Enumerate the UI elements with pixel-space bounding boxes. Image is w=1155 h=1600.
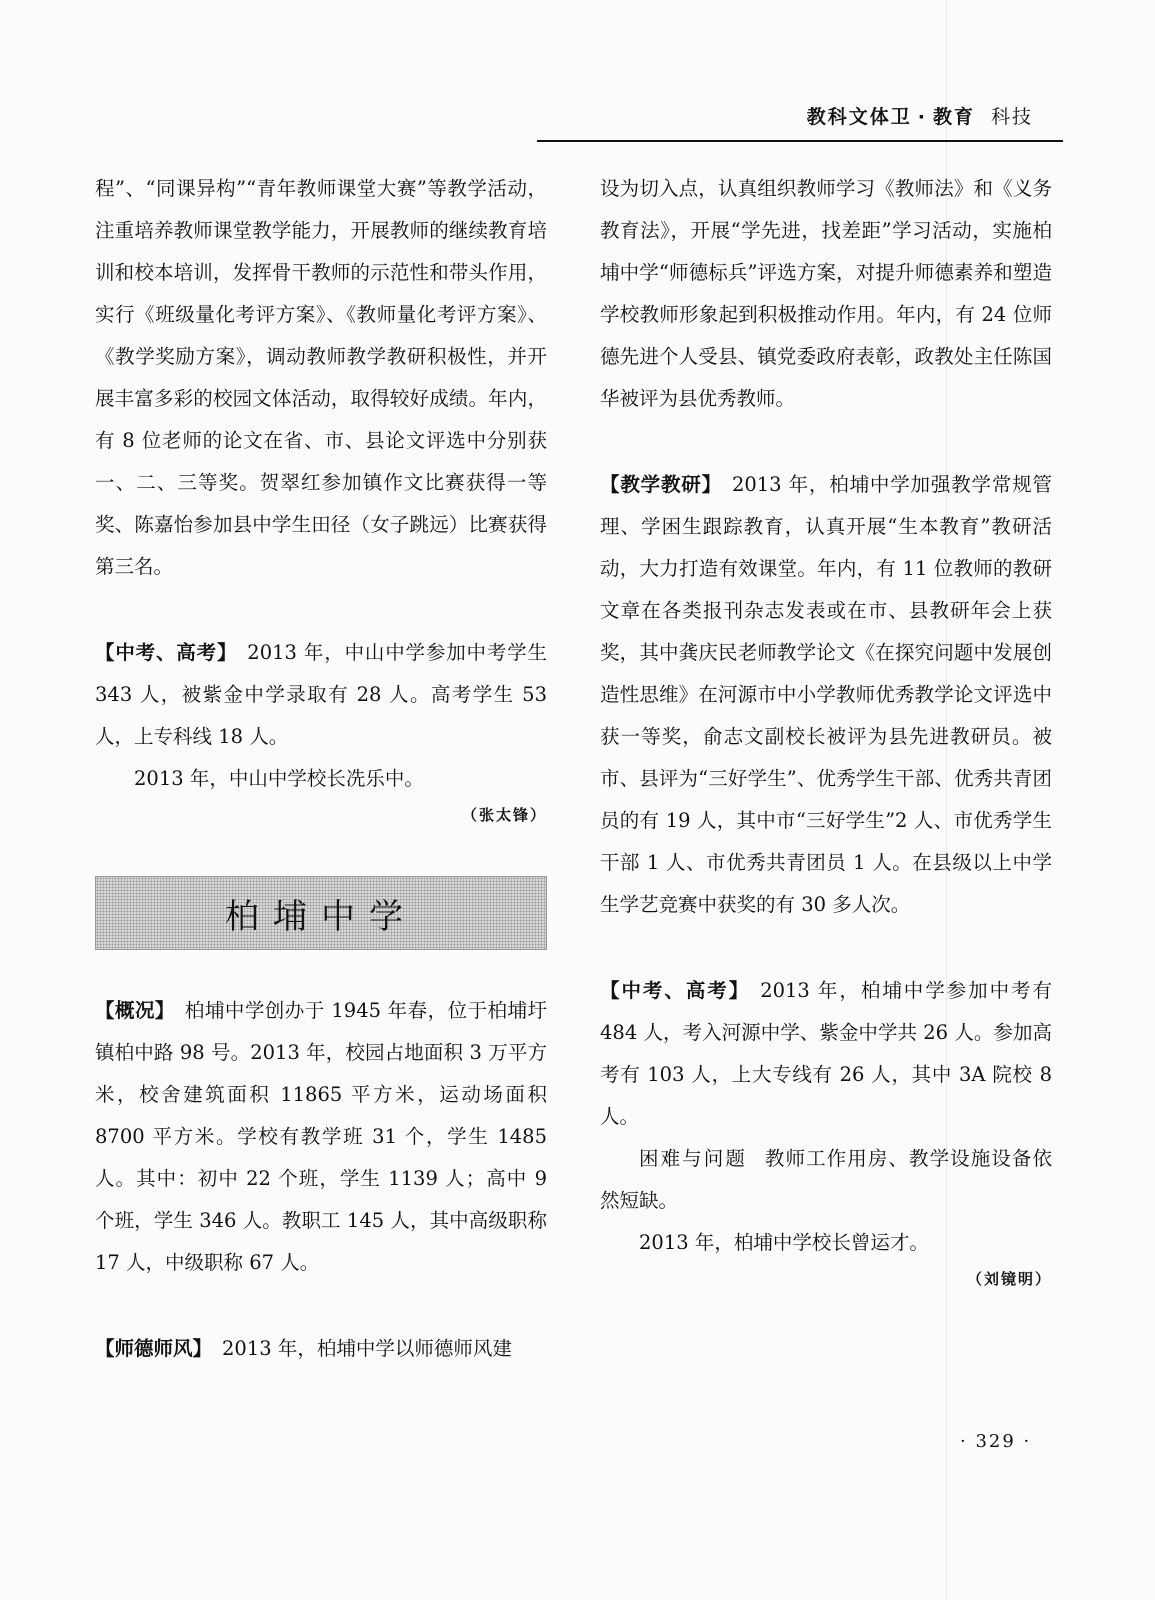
left-exam-paragraph <box>95 632 547 758</box>
ethics-paragraph-continued: 设为切入点，认真组织教师学习《教师法》和《义务教育法》，开展“学先进，找差距”学习活动，实施柏埔中学“师德标兵”评选方案，对提升师德素养和塑造学校教师形象起到积极推动作用。年内，有 24 位师德先进个人受县、镇党委政府表彰，政教处主任陈国华被评为县优秀教师。 <box>600 177 1052 410</box>
running-header <box>807 102 1033 129</box>
overview-paragraph <box>95 990 547 1284</box>
right-principal: 2013 年，柏埔中学校长曾运才。 <box>639 1231 929 1254</box>
ethics-lead: 【师德师风】 <box>95 1337 213 1360</box>
header-section: 教科文体卫 <box>806 106 912 128</box>
problems-label: 困难与问题 <box>639 1147 747 1170</box>
ethics-text: 2013 年，柏埔中学以师德师风建 <box>222 1337 512 1360</box>
problems-text: 教师工作用房、教学设施设备依然短缺。 <box>600 1147 1052 1212</box>
section-title: 柏埔中学 <box>225 896 417 937</box>
overview-text: 柏埔中学创办于 1945 年春，位于柏埔圩镇柏中路 98 号。2013 年，校园占地面积 3 万平方米，校舍建筑面积 11865 平方米，运动场面积 8700 平方米。学校有教学班 31 个，学生 1485 人。其中：初中 22 个班，学生 1139 人；高中 9 个班，学生 346 人。教职工 145 人，其中高级职称 17 人，中级职称 67 人。 <box>95 999 547 1274</box>
ethics-paragraph <box>95 1328 547 1370</box>
header-separator: · <box>917 106 927 128</box>
left-exam-lead: 【中考、高考】 <box>95 641 238 664</box>
scan-fold-line <box>946 0 947 1600</box>
right-author: （刘镜明） <box>966 1270 1052 1288</box>
research-text: 2013 年，柏埔中学加强教学常规管理、学困生跟踪教育，认真开展“生本教育”教研活动，大力打造有效课堂。年内，有 11 位教师的教研文章在各类报刊杂志发表或在市、县教研年会上获奖，其中龚庆民老师教学论文《在探究问题中发展创造性思维》在河源市中小学教师优秀教学论文评选中获一等奖，俞志文副校长被评为县先进教研员。被市、县评为“三好学生”、优秀学生干部、优秀共青团员的有 19 人，其中市“三好学生”2 人、市优秀学生干部 1 人、市优秀共青团员 1 人。在县级以上中学生学艺竞赛中获奖的有 30 多人次。 <box>600 473 1052 916</box>
page-number: · 329 · <box>960 1431 1032 1452</box>
section-title-banner <box>95 876 547 950</box>
left-exam-text: 2013 年，中山中学参加中考学生 343 人，被紫金中学录取有 28 人。高考学生 53 人，上专科线 18 人。 <box>95 641 547 748</box>
research-paragraph <box>600 464 1052 926</box>
right-exam-paragraph <box>600 970 1052 1138</box>
header-rule <box>537 140 1063 142</box>
overview-lead: 【概况】 <box>95 999 175 1022</box>
left-author: （张太锋） <box>461 806 547 824</box>
right-exam-lead: 【中考、高考】 <box>600 979 751 1002</box>
left-column <box>95 168 547 1370</box>
right-exam-text: 2013 年，柏埔中学参加中考有 484 人，考入河源中学、紫金中学共 26 人。参加高考有 103 人，上大专线有 26 人，其中 3A 院校 8 人。 <box>600 979 1052 1128</box>
left-paragraph-continued: 程”、“同课异构”“青年教师课堂大赛”等教学活动，注重培养教师课堂教学能力，开展教师的继续教育培训和校本培训，发挥骨干教师的示范性和带头作用，实行《班级量化考评方案》、《教师量化考评方案》、《教学奖励方案》，调动教师教学教研积极性，并开展丰富多彩的校园文体活动，取得较好成绩。年内，有 8 位老师的论文在省、市、县论文评选中分别获一、二、三等奖。贺翠红参加镇作文比赛获得一等奖、陈嘉怡参加县中学生田径（女子跳远）比赛获得第三名。 <box>95 177 547 578</box>
left-principal: 2013 年，中山中学校长冼乐中。 <box>134 767 424 790</box>
header-subsection: 教育 <box>932 106 975 128</box>
problems-paragraph <box>600 1138 1052 1222</box>
research-lead: 【教学教研】 <box>600 473 722 496</box>
header-topic: 科技 <box>990 106 1033 128</box>
right-column <box>600 168 1052 1294</box>
